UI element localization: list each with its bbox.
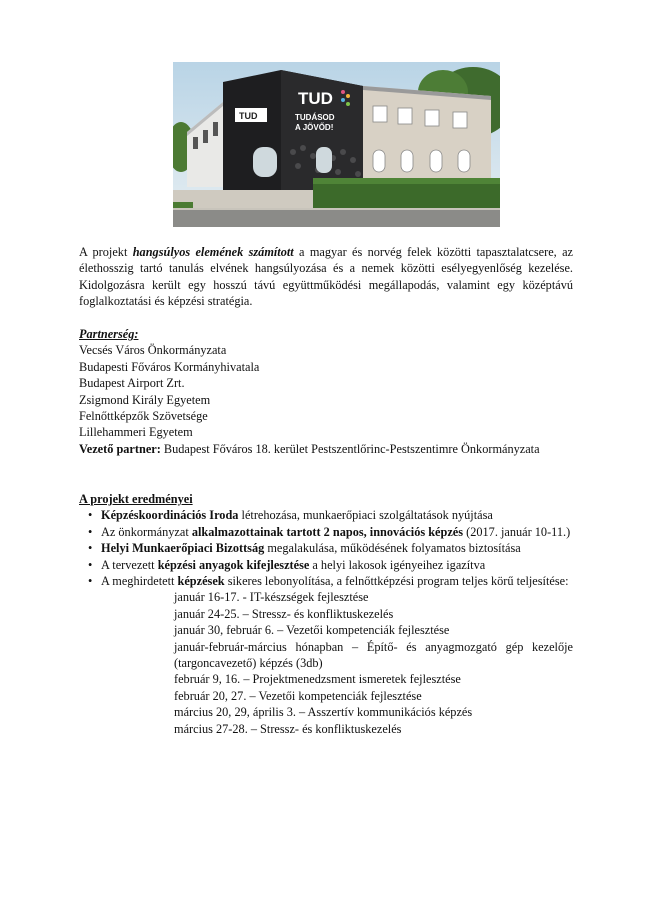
lead-partner [79, 441, 573, 457]
partner-item: Lillehammeri Egyetem [79, 425, 193, 440]
schedule-item: február 20, 27. – Vezetői kompetenciák fejlesztése [174, 688, 422, 703]
results-item: • Képzéskoordinációs Iroda létrehozása, munkaerőpiaci szolgáltatások nyújtása [88, 508, 493, 523]
partner-item: Budapest Airport Zrt. [79, 376, 185, 391]
bullet-icon: • [88, 557, 93, 572]
partners-section [79, 326, 573, 457]
results-section [79, 491, 573, 749]
bullet-icon: • [88, 574, 93, 589]
partners-title: Partnerség: [79, 327, 139, 341]
bullet-icon: • [88, 508, 93, 523]
results-title: A projekt eredményei [79, 492, 193, 506]
results-item: • A meghirdetett képzések sikeres lebonyolítása, a felnőttképzési program teljes körű teljesítése: [88, 574, 569, 589]
lead-partner-label: Vezető partner: [79, 441, 161, 456]
sign-line1: TUDÁSOD [295, 113, 335, 122]
sign-small: TUD [239, 111, 258, 121]
results-item: • A tervezett képzési anyagok kifejlesztése a helyi lakosok igényeihez igazítva [88, 557, 486, 572]
intro-paragraph: A projekt hangsúlyos elemének számított a magyar és norvég felek közötti tapasztalatcsere, az élethosszig tartó tanulás elvének hangsúlyozása és a nemek közötti esélyegyenlőség kezelése. Kidolgozásra került egy hosszú távú együttműködési megállapodás, valamint egy középtávú foglalkoztatási és képzési stratégia. [79, 245, 573, 309]
partner-item: Felnőttképzők Szövetsége [79, 409, 208, 424]
partner-item: Budapesti Főváros Kormányhivatala [79, 359, 260, 374]
schedule-item: január 30, február 6. – Vezetői kompetenciák fejlesztése [174, 623, 450, 638]
bullet-icon: • [88, 541, 93, 556]
schedule-item: január 16-17. - IT-készségek fejlesztése [174, 590, 369, 605]
building-photo [173, 62, 500, 227]
schedule-item: március 27-28. – Stressz- és konfliktuskezelés [174, 721, 402, 736]
sign-main: TUD [298, 89, 333, 108]
schedule-item: január-február-március hónapban – Építő- és anyagmozgató gép kezelője (targoncavezető) képzés (3db) [174, 639, 573, 671]
intro-emphasis: hangsúlyos elemének számított [132, 245, 294, 259]
lead-partner-value: Budapest Főváros 18. kerület Pestszentlőrinc-Pestszentimre Önkormányzata [160, 441, 540, 456]
bullet-icon: • [88, 524, 93, 539]
schedule-item: február 9, 16. – Projektmenedzsment ismeretek fejlesztése [174, 672, 461, 687]
schedule-list [174, 589, 573, 737]
sign-line2: A JÖVŐD! [295, 123, 334, 132]
results-item: • Az önkormányzat alkalmazottainak tartott 2 napos, innovációs képzés (2017. január 10-11.) [88, 524, 571, 539]
results-list [79, 507, 573, 589]
partner-item: Zsigmond Király Egyetem [79, 392, 211, 407]
partner-item: Vecsés Város Önkormányzata [79, 343, 227, 358]
schedule-item: január 24-25. – Stressz- és konfliktuskezelés [174, 606, 394, 621]
results-item: • Helyi Munkaerőpiaci Bizottság megalakulása, működésének folyamatos biztosítása [88, 541, 521, 556]
schedule-item: március 20, 29, április 3. – Asszertív kommunikációs képzés [174, 705, 473, 720]
